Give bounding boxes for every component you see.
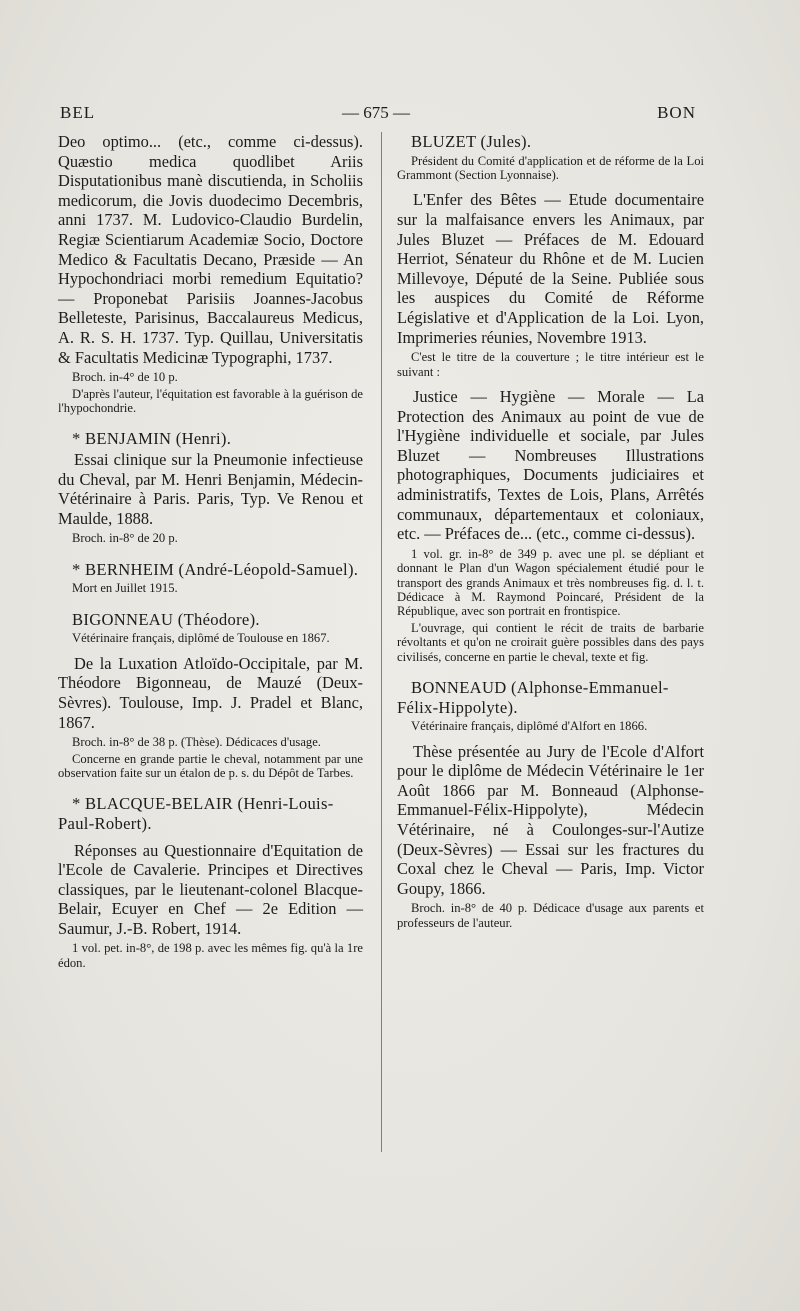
note-text: Vétérinaire français, diplômé de Toulouse en 1867. [72,631,330,646]
note-text: Vétérinaire français, diplômé d'Alfort en 1866. [411,719,648,734]
entry-heading: * BLACQUE-BELAIR (Henri-Louis-Paul-Robert). [58,794,334,833]
note-text: Concerne en grande partie le cheval, notamment par une observation faite sur un étalon de p. s. du Dépôt de Tarbes. [58,751,363,780]
entry-heading: * BENJAMIN (Henri). [72,429,232,449]
note-text: Président du Comité d'application et de réforme de la Loi Grammont (Section Lyonnaise). [397,153,704,182]
left-column [58,132,363,970]
note-text: Broch. in-4° de 10 p. [72,370,178,385]
entry-heading: BIGONNEAU (Théodore). [72,609,260,629]
entry-text: Deo optimo... (etc., comme ci-dessus). Quæstio medica quodlibet Ariis Disputationibus manè discutienda, in Scholiis medicorum, die Jovis duodecimo Decembris, anni 1737. M. Ludovico-Claudio Burdelin, Regiæ Scientiarum Academiæ Socio, Doctore Medico & Facultatis Decano, Præside — An Hypochondriaci morbi remedium Equitatio? — Proponebat Parisiis Joannes-Jacobus Belleteste, Parisinus, Baccalaureus Medicus, A. R. S. H. 1737. Typ. Quillau, Universitatis & Facultatis Medicinæ Typographi, 1737. [58,132,363,367]
entry-text: L'Enfer des Bêtes — Etude documentaire sur la malfaisance envers les Animaux, par Jules Bluzet — Préfaces de M. Edouard Herriot, Sénateur du Rhône et de M. Lucien Millevoye, Député de la Seine. Publiée sous les auspices du Comité de Réforme Législative et d'Application de la Loi. Lyon, Imprimeries réunies, Novembre 1913. [397,190,704,347]
entry-heading: BLUZET (Jules). [411,132,532,151]
note-text: 1 vol. gr. in-8° de 349 p. avec une pl. se dépliant et donnant le Plan d'un Wagon spécialement étudié pour le transport des grands Animaux et très nombreuses fig. d. l. t. Dédicace à M. Raymond Poincaré, Président de la République, avec son portrait en frontispice. [397,546,704,619]
note-text: D'après l'auteur, l'équitation est favorable à la guérison de l'hypochondrie. [58,386,363,415]
entry-heading: BONNEAUD (Alphonse-Emmanuel-Félix-Hippolyte). [397,677,669,717]
column-divider [381,132,382,1152]
entry-text: Réponses au Questionnaire d'Equitation de l'Ecole de Cavalerie. Principes et Directives classiques, par le lieutenant-colonel Blacque-Belair, Ecuyer en Chef — 2e Edition — Saumur, J.-B. Robert, 1914. [58,840,363,938]
note-text: 1 vol. pet. in-8°, de 198 p. avec les mêmes fig. qu'à la 1re édon. [58,941,363,970]
entry-text: Essai clinique sur la Pneumonie infectieuse du Cheval, par M. Henri Benjamin, Médecin-Vétérinaire à Paris. Paris, Typ. Ve Renou et Maulde, 1888. [58,449,363,528]
right-column [397,132,704,930]
note-text: Broch. in-8° de 20 p. [72,531,178,546]
note-text: C'est le titre de la couverture ; le titre intérieur est le suivant : [397,350,704,379]
header-right-word: BON [657,103,696,122]
note-text: Mort en Juillet 1915. [72,581,178,596]
entry-text: Thèse présentée au Jury de l'Ecole d'Alfort pour le diplôme de Médecin Vétérinaire le 1er Août 1866 par M. Bonneaud (Alphonse-Emmanuel-Félix-Hippolyte), Médecin Vétérinaire, né à Coulonges-sur-l'Autize (Deux-Sèvres) — Essai sur les fractures du Coxal chez le Cheval — Paris, Imp. Victor Goupy, 1866. [397,741,704,898]
note-text: Broch. in-8° de 40 p. Dédicace d'usage aux parents et professeurs de l'auteur. [397,901,704,930]
entry-text: Justice — Hygiène — Morale — La Protection des Animaux au point de vue de l'Hygiène individuelle et sociale, par Jules Bluzet — Nombreuses Illustrations photographiques, Documents judiciaires et administratifs, Textes de Lois, Plans, Arrêtés communaux, départementaux et coloniaux, etc. — Préfaces de... (etc., comme ci-dessus). [397,386,704,544]
entry-heading: * BERNHEIM (André-Léopold-Samuel). [72,559,359,579]
page-number: — 675 — [342,103,410,122]
note-text: L'ouvrage, qui contient le récit de traits de barbarie révoltants et qu'on ne croirait guère possibles dans des pays civilisés, concerne en partie le cheval, texte et fig. [397,620,704,664]
entry-text: De la Luxation Atloïdo-Occipitale, par M. Théodore Bigonneau, de Mauzé (Deux-Sèvres). Toulouse, Imp. J. Pradel et Blanc, 1867. [58,653,363,732]
header-left-word: BEL [60,103,96,122]
note-text: Broch. in-8° de 38 p. (Thèse). Dédicaces d'usage. [72,735,321,750]
running-header [58,103,694,129]
